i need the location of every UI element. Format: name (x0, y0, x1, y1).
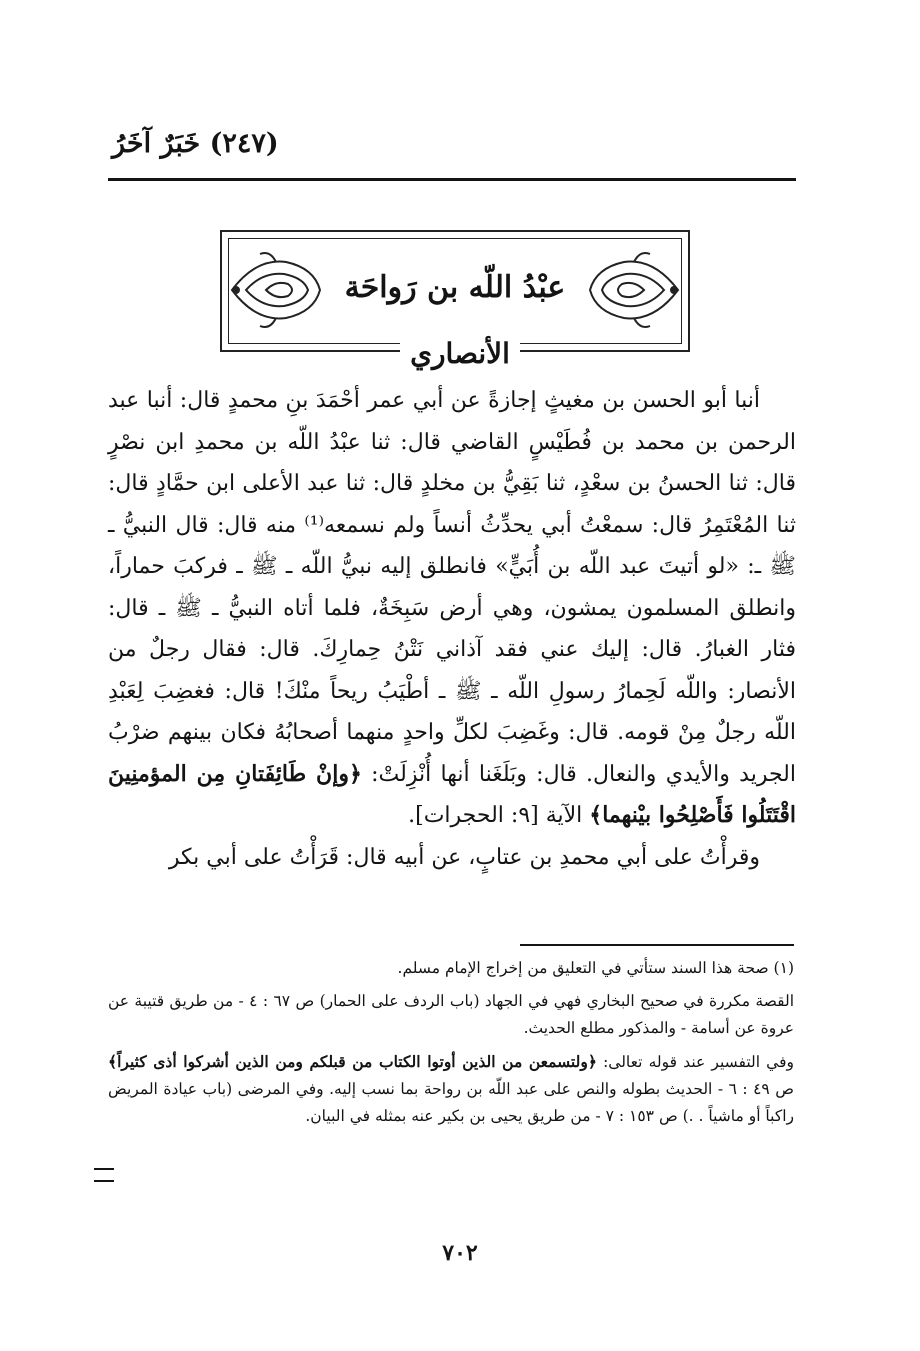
left-ornament-icon (226, 250, 326, 330)
main-text (108, 380, 796, 878)
continuation-mark (94, 1168, 114, 1182)
verse-citation: الآية [٩: الحجرات]. (408, 803, 583, 828)
paragraph-1 (108, 380, 796, 837)
right-ornament-icon (584, 250, 684, 330)
quran-verse: ﴿وإنْ طَائِفَتانِ مِن المؤمنِينَ اقْتَتَلُوا فَأَصْلِحُوا بيْنهما﴾ (108, 760, 796, 828)
paragraph-2: وقرأْتُ على أبي محمدِ بن عتابٍ، عن أبيه قال: قَرَأْتُ على أبي بكر (168, 844, 760, 870)
footnote-3-rest: ص ٤٩ : ٦ - الحديث بطوله والنص على عبد اللّه بن رواحة بما نسب إليه. وفي المرضى (باب عيادة المريض راكباً أو ماشياً . .) ص ١٥٣ : ٧ - من طريق يحيى بن بكير عنه بمثله في البيان. (108, 1080, 794, 1125)
footnote-3-verse: ﴿ولتسمعن من الذين أوتوا الكتاب من قبلكم ومن الذين أشركوا أذى كثيراً﴾ (108, 1052, 597, 1071)
title-line-2: الأنصاري (400, 332, 520, 376)
footnote-3-intro: وفي التفسير عند قوله تعالى: (603, 1053, 794, 1071)
footnote-3 (108, 1048, 794, 1130)
footnotes (108, 955, 794, 1130)
title-line-1: عبْدُ اللّه بن رَواحَة (344, 270, 566, 305)
page-number: ٧٠٢ (442, 1240, 478, 1266)
footnote-2: القصة مكررة في صحيح البخاري فهي في الجهاد (باب الردف على الحمار) ص ٦٧ : ٤ - من طريق قتيبة عن عروة عن أسامة - والمذكور مطلع الحديث. (108, 992, 795, 1037)
paragraph-1-text: أنبا أبو الحسن بن مغيثٍ إجازةً عن أبي عمر أحْمَدَ بنِ محمدٍ قال: أنبا عبد الرحمن بن محمد بن فُطَيْسٍ القاضي قال: ثنا عبْدُ اللّه بن محمدِ ابن نصْرٍ قال: ثنا الحسنُ بن سعْدٍ، ثنا بَقِيُّ بن مخلدٍ قال: ثنا عبد الأعلى ابن حمَّادٍ قال: ثنا المُعْتَمِرُ قال: سمعْتُ أبي يحدِّثُ أنساً ولم نسمعه⁽¹⁾ منه قال: قال النبيُّ ـ ﷺ ـ: «لو أتيتَ عبد اللّه بن أُبَيٍّ» فانطلق إليه نبيُّ اللّه ـ ﷺ ـ فركبَ حماراً، وانطلق المسلمون يمشون، وهي أرض سَبِخَةٌ، فلما أتاه النبيُّ ـ ﷺ ـ قال: فثار الغبارُ. قال: إليك عني فقد آذاني نَتْنُ حِمارِكَ. قال: فقال رجلٌ من الأنصار: واللّه لَحِمارُ رسولِ اللّه ـ ﷺ ـ أطْيَبُ ريحاً منْكَ! قال: فغضِبَ لِعَبْدِ اللّه رجلٌ مِنْ قومه. قال: وغَضِبَ لكلِّ واحدٍ منهما أصحابُهُ فكان بينهم ضرْبُ الجريد والأيدي والنعال. قال: وبَلَغَنا أنها أُنْزِلَتْ: (108, 388, 796, 787)
footnote-rule (520, 944, 794, 946)
running-head: (٢٤٧) خَبَرٌ آخَرُ (112, 128, 279, 159)
footnote-1: (١) صحة هذا السند ستأتي في التعليق من إخراج الإمام مسلم. (397, 959, 794, 977)
header-rule (108, 178, 796, 181)
